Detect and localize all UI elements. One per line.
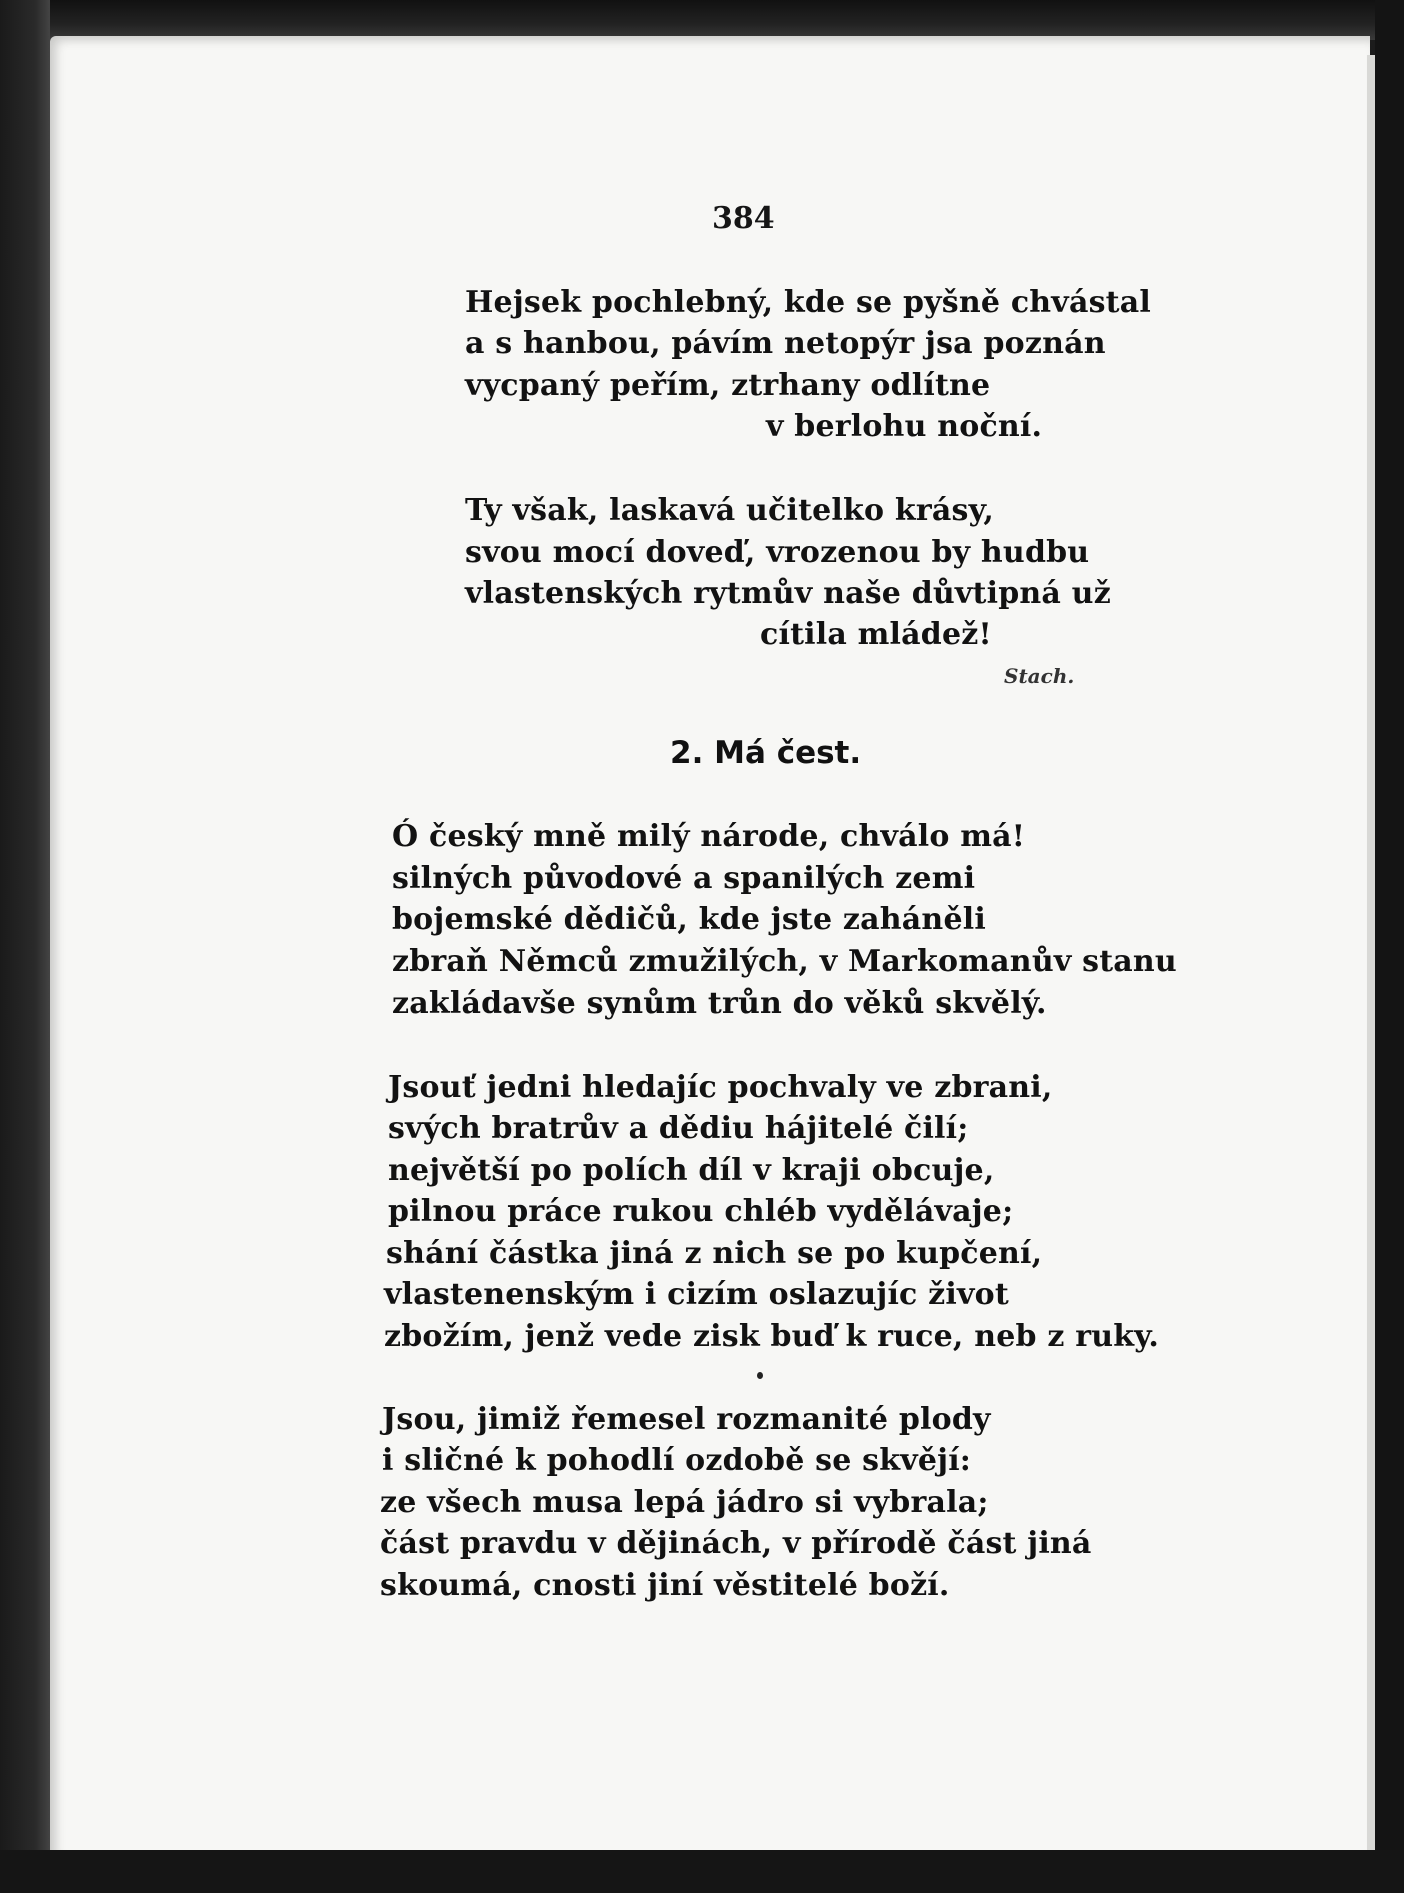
poem-line: shání částka jiná z nich se po kupčení, xyxy=(386,1236,1043,1271)
poem-line: zbraň Němců zmužilých, v Markomanův stanu xyxy=(392,944,1177,979)
scan-top-shadow xyxy=(0,0,1404,40)
poem-line: i sličné k pohodlí ozdobě se skvějí: xyxy=(382,1443,972,1478)
poem-line: Jsouť jedni hledajíc pochvaly ve zbrani, xyxy=(388,1070,1053,1105)
poem-line: pilnou práce rukou chléb vydělávaje; xyxy=(388,1194,1014,1229)
poem-line: a s hanbou, pávím netopýr jsa poznán xyxy=(465,326,1106,361)
scan-right-shadow xyxy=(1375,0,1404,1893)
poem-line: část pravdu v dějinách, v přírodě část jiná xyxy=(380,1526,1092,1561)
scan-left-shadow xyxy=(0,0,50,1893)
poem-line: zakládavše synům trůn do věků skvělý. xyxy=(392,986,1047,1021)
poem-line: Hejsek pochlebný, kde se pyšně chvástal xyxy=(465,285,1151,320)
poem-line: Ty však, laskavá učitelko krásy, xyxy=(465,493,994,528)
section-title: 2. Má čest. xyxy=(670,735,862,771)
poem-line: největší po polích díl v kraji obcuje, xyxy=(388,1153,995,1188)
poem-line: cítila mládež! xyxy=(760,617,992,652)
poem-line: silných původové a spanilých zemi xyxy=(392,861,976,896)
poem-line: vycpaný peřím, ztrhany odlítne xyxy=(465,368,991,403)
poem-line: Ó český mně milý národe, chválo má! xyxy=(392,819,1026,854)
poem-line: skoumá, cnosti jiní věstitelé boží. xyxy=(380,1568,950,1603)
page-number: 384 xyxy=(712,201,775,236)
ink-dot xyxy=(757,1372,763,1379)
poem-line: v berlohu noční. xyxy=(766,409,1043,444)
poem-line: bojemské dědičů, kde jste zaháněli xyxy=(392,902,986,937)
poem-line: svou mocí doveď, vrozenou by hudbu xyxy=(465,535,1090,570)
author-signature: Stach. xyxy=(1004,664,1075,688)
poem-line: vlastenenským i cizím oslazujíc život xyxy=(384,1277,1009,1312)
poem-line: svých bratrův a dědiu hájitelé čilí; xyxy=(388,1111,969,1146)
page-edge xyxy=(1367,55,1375,1850)
poem-line: vlastenských rytmův naše důvtipná už xyxy=(465,576,1111,611)
scan-bottom-shadow xyxy=(0,1850,1404,1893)
poem-line: Jsou, jimiž řemesel rozmanité plody xyxy=(382,1402,991,1437)
poem-line: ze všech musa lepá jádro si vybrala; xyxy=(380,1485,989,1520)
poem-line: zbožím, jenž vede zisk buď k ruce, neb z ruky. xyxy=(384,1319,1160,1354)
